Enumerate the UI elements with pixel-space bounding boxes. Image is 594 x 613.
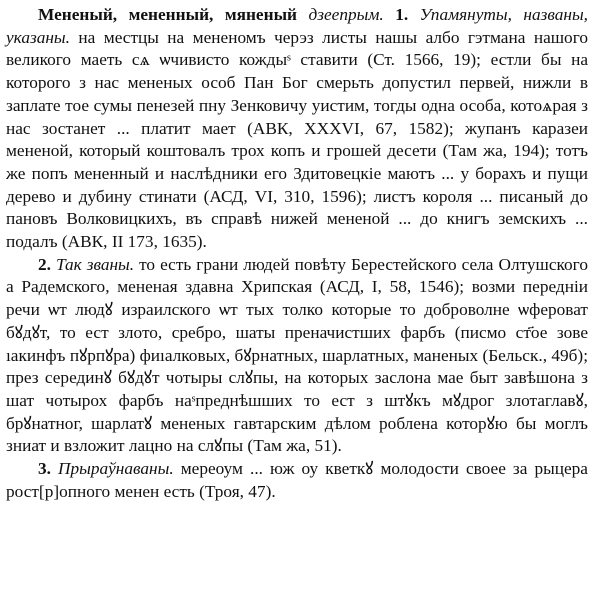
sense-2-number: 2. [38,254,51,274]
sense-1-number: 1. [395,5,409,24]
dictionary-entry [6,4,588,503]
sense-3-gloss: Прыраўнаваны. [58,459,174,479]
sense-3-citations: мереоум ... юж оу кветкꙋ молодости своее за рыцера рост[р]опного менен есть (Троя, 47). [6,459,588,501]
sense-3-number: 3. [38,459,51,479]
sense-2-gloss: Так званы. [55,254,135,274]
sense-1-gloss: Упамянуты, названы, указаны. [6,5,588,47]
sense-1-citations: на местцы на мененомъ черэз листы нашы албо гэтмана нашого великого маеть сѧ ѡчивисто кождыˢ ставити (Ст. 1566, 19); естли бы на которого з нас мененых особ Пан Бог смерьть допустил первей, нижли в заплате тое сумы пенезей пну Зенковичу уистим, тогды одна особа, котоѧрая з нас зостанет ... платит мает (АВК, XXXVI, 67, 1582); жупанъ каразеи мененой, который коштовалъ трох копъ и грошей десети (Там жа, 194); тотъ же попъ мененный и наслѣдники его Здитовецкіе маютъ ... у борахъ и пущи дерево и дубину стинати (АСД, VI, 310, 1596); листъ короля ... писаный до пановъ Волковицкихъ, въ справѣ нижей мененой ... до книгъ земскихъ ... подалъ (АВК, II 173, 1635). [6,27,588,252]
sense-1-paragraph [6,4,588,254]
sense-2-paragraph [6,254,588,458]
headword: Мененый, мененный, мяненый [38,5,298,24]
sense-2-citations: то есть грани людей повѣту Берестейского села Олтушского а Радемского, мененая здавна Хрипская (АСД, I, 58, 1546); возми передніи речи ѡт людꙋ израилского ѡт тых толко которые то доброволне ѡфероват бꙋдꙋт, то ест злото, сребро, шаты преначистших фарбъ (писмо ст҃ое зове ıакинфъ пꙋрпꙋра) фиıалковых, бꙋрнатных, шарлатных, маненых (Бельск., 49б); през серединꙋ бꙋдꙋт чотыры слꙋпы, на которых заслона мае быт завѣшона з шат чотырох фарбъ наˢпреднѣшших то ест з штꙋкъ мꙋдрог злотаглавꙋ, брꙋнатног, шарлатꙋ мененых гавтарским дѣлом роблена которꙋю бы моглъ зниат и взложит лацно на слꙋпы (Там жа, 51). [6,254,588,456]
part-of-speech: дзеепрым. [308,5,384,24]
sense-3-paragraph [6,458,588,503]
